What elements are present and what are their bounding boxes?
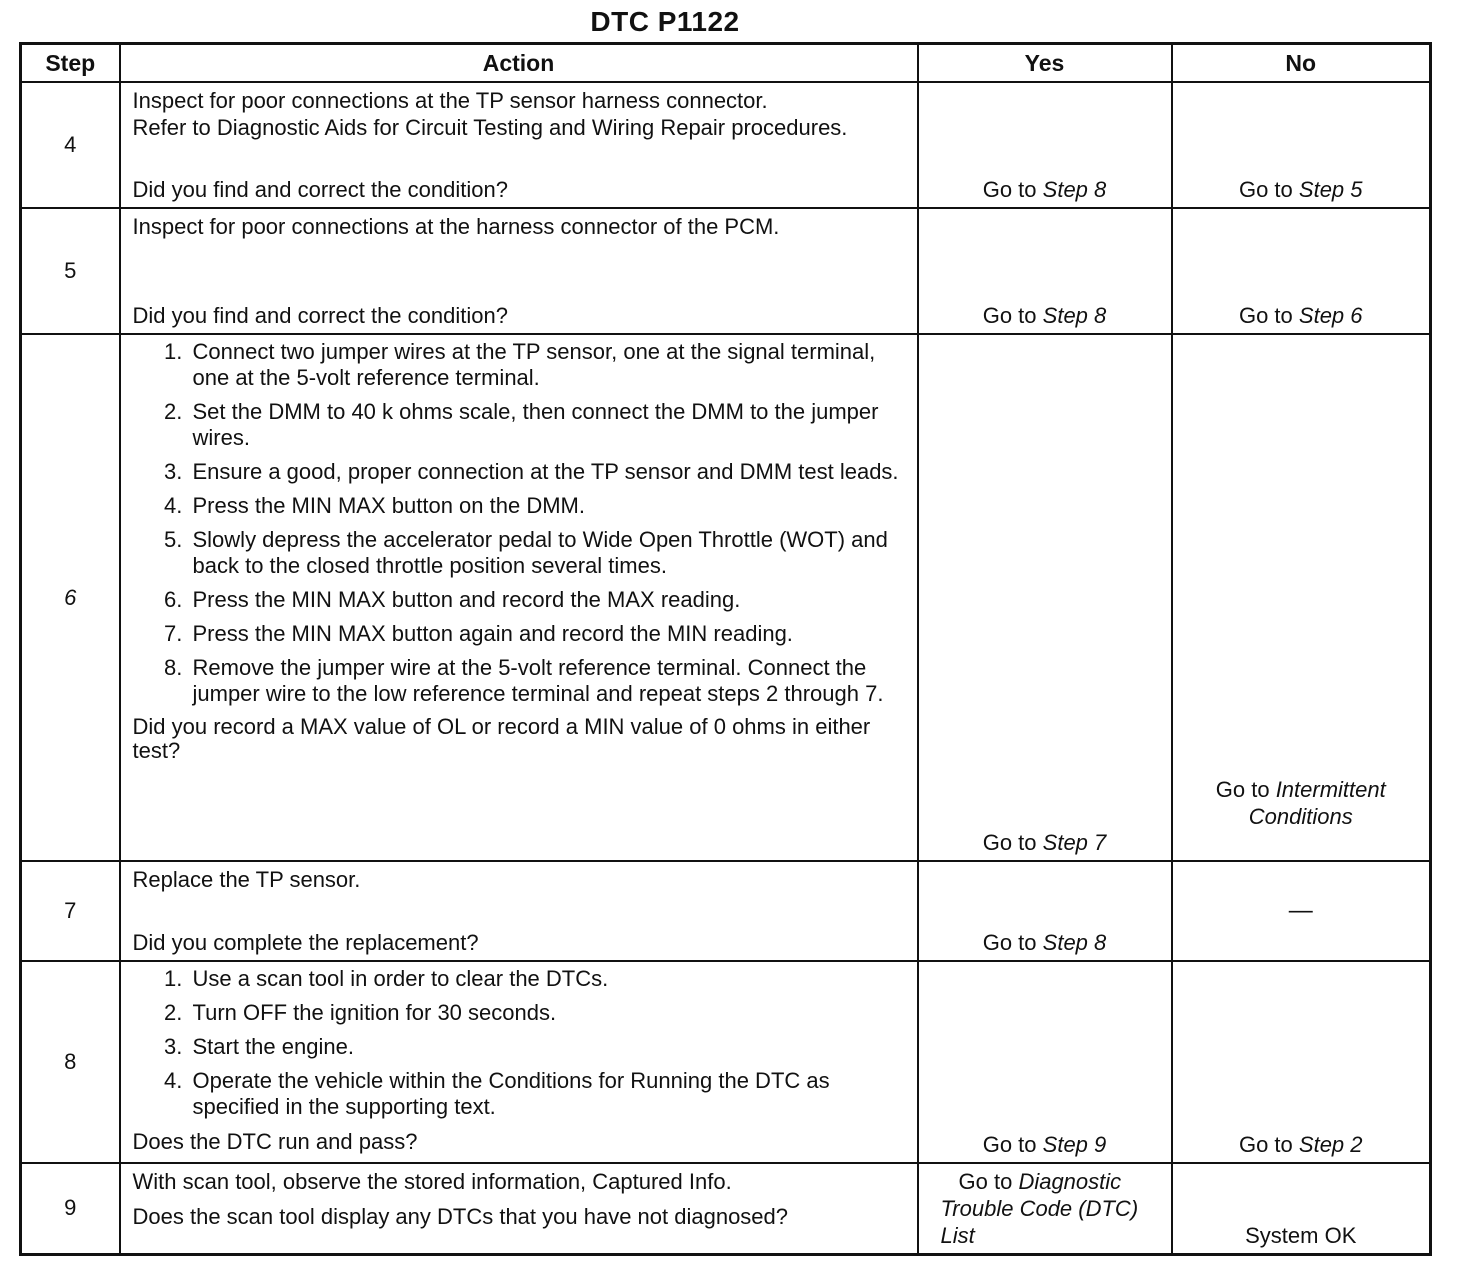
action-cell: [120, 334, 918, 861]
list-item: 4. Operate the vehicle within the Conditions for Running the DTC as specified in the supporting text.: [189, 1068, 909, 1120]
table-row: [21, 334, 1431, 861]
yes-cell: Go to Diagnostic Trouble Code (DTC) List: [918, 1163, 1172, 1254]
list-item: 2. Set the DMM to 40 k ohms scale, then connect the DMM to the jumper wires.: [189, 399, 909, 451]
step-number: 7: [21, 861, 120, 961]
action-text: Inspect for poor connections at the TP sensor harness connector.: [132, 88, 768, 113]
action-text: Inspect for poor connections at the harness connector of the PCM.: [132, 214, 780, 239]
no-cell: Go to Step 2: [1172, 961, 1431, 1163]
list-item: 3. Start the engine.: [189, 1034, 909, 1060]
step-number: 5: [21, 208, 120, 334]
no-cell: System OK: [1172, 1163, 1431, 1254]
step-link[interactable]: Diagnostic: [1018, 1168, 1122, 1194]
step-number: 6: [21, 334, 120, 861]
action-question: Did you complete the replacement?: [132, 930, 479, 955]
procedure-list: [133, 339, 909, 707]
table-row: [21, 1163, 1431, 1254]
yes-cell: Go to Step 8: [918, 208, 1172, 334]
table-row: [21, 961, 1431, 1163]
header-yes: Yes: [918, 44, 1172, 83]
yes-cell: Go to Step 8: [918, 82, 1172, 208]
action-question: Did you record a MAX value of OL or record a MIN value of 0 ohms in either test?: [132, 714, 871, 763]
action-text: With scan tool, observe the stored information, Captured Info.: [132, 1169, 732, 1194]
step-link[interactable]: Step 9: [1042, 1132, 1107, 1157]
yes-cell: Go to Step 9: [918, 961, 1172, 1163]
step-link[interactable]: List: [940, 1222, 975, 1248]
action-cell: [120, 1163, 918, 1254]
list-item: 1. Use a scan tool in order to clear the DTCs.: [189, 966, 909, 992]
list-item: 5. Slowly depress the accelerator pedal to Wide Open Throttle (WOT) and back to the closed throttle position several times.: [189, 527, 909, 579]
diagnostic-table: [19, 42, 1432, 1256]
action-question: Does the DTC run and pass?: [132, 1129, 418, 1154]
step-link[interactable]: Step 2: [1298, 1132, 1363, 1157]
step-link[interactable]: Step 6: [1298, 303, 1363, 328]
step-link[interactable]: Step 5: [1298, 177, 1363, 202]
no-cell: Go to Step 6: [1172, 208, 1431, 334]
action-question: Did you find and correct the condition?: [132, 177, 508, 202]
step-link[interactable]: Trouble Code (DTC): [940, 1195, 1139, 1221]
action-question: Did you find and correct the condition?: [132, 303, 508, 328]
step-number: 9: [21, 1163, 120, 1254]
list-item: 8. Remove the jumper wire at the 5-volt reference terminal. Connect the jumper wire to the low reference terminal and repeat steps 2 through 7.: [189, 655, 909, 707]
table-row: [21, 208, 1431, 334]
action-cell: [120, 861, 918, 961]
list-item: 1. Connect two jumper wires at the TP sensor, one at the signal terminal, one at the 5-volt reference terminal.: [189, 339, 909, 391]
list-item: 7. Press the MIN MAX button again and record the MIN reading.: [189, 621, 909, 647]
header-action: Action: [120, 44, 918, 83]
step-link[interactable]: Intermittent: [1275, 777, 1386, 802]
no-cell: —: [1172, 861, 1431, 961]
action-cell: [120, 82, 918, 208]
list-item: 6. Press the MIN MAX button and record the MAX reading.: [189, 587, 909, 613]
step-link[interactable]: Step 8: [1042, 177, 1107, 202]
step-link[interactable]: Step 8: [1042, 303, 1107, 328]
page-title: DTC P1122: [590, 6, 740, 37]
header-step: Step: [21, 44, 120, 83]
action-question: Does the scan tool display any DTCs that you have not diagnosed?: [132, 1204, 789, 1229]
no-cell: Go to Intermittent Conditions: [1172, 334, 1431, 861]
table-row: [21, 861, 1431, 961]
action-text: Refer to Diagnostic Aids for Circuit Testing and Wiring Repair procedures.: [132, 115, 848, 140]
step-number: 4: [21, 82, 120, 208]
step-link[interactable]: Step 8: [1042, 930, 1107, 955]
list-item: 2. Turn OFF the ignition for 30 seconds.: [189, 1000, 909, 1026]
action-text: Replace the TP sensor.: [132, 867, 361, 892]
step-link[interactable]: Step 7: [1042, 830, 1107, 855]
action-cell: [120, 208, 918, 334]
no-cell: Go to Step 5: [1172, 82, 1431, 208]
table-header-row: [21, 44, 1431, 83]
procedure-list: [133, 966, 909, 1120]
table-row: [21, 82, 1431, 208]
list-item: 4. Press the MIN MAX button on the DMM.: [189, 493, 909, 519]
step-number: 8: [21, 961, 120, 1163]
yes-cell: Go to Step 8: [918, 861, 1172, 961]
yes-cell: Go to Step 7: [918, 334, 1172, 861]
list-item: 3. Ensure a good, proper connection at the TP sensor and DMM test leads.: [189, 459, 909, 485]
header-no: No: [1172, 44, 1431, 83]
action-cell: [120, 961, 918, 1163]
step-link[interactable]: Conditions: [1248, 804, 1353, 829]
